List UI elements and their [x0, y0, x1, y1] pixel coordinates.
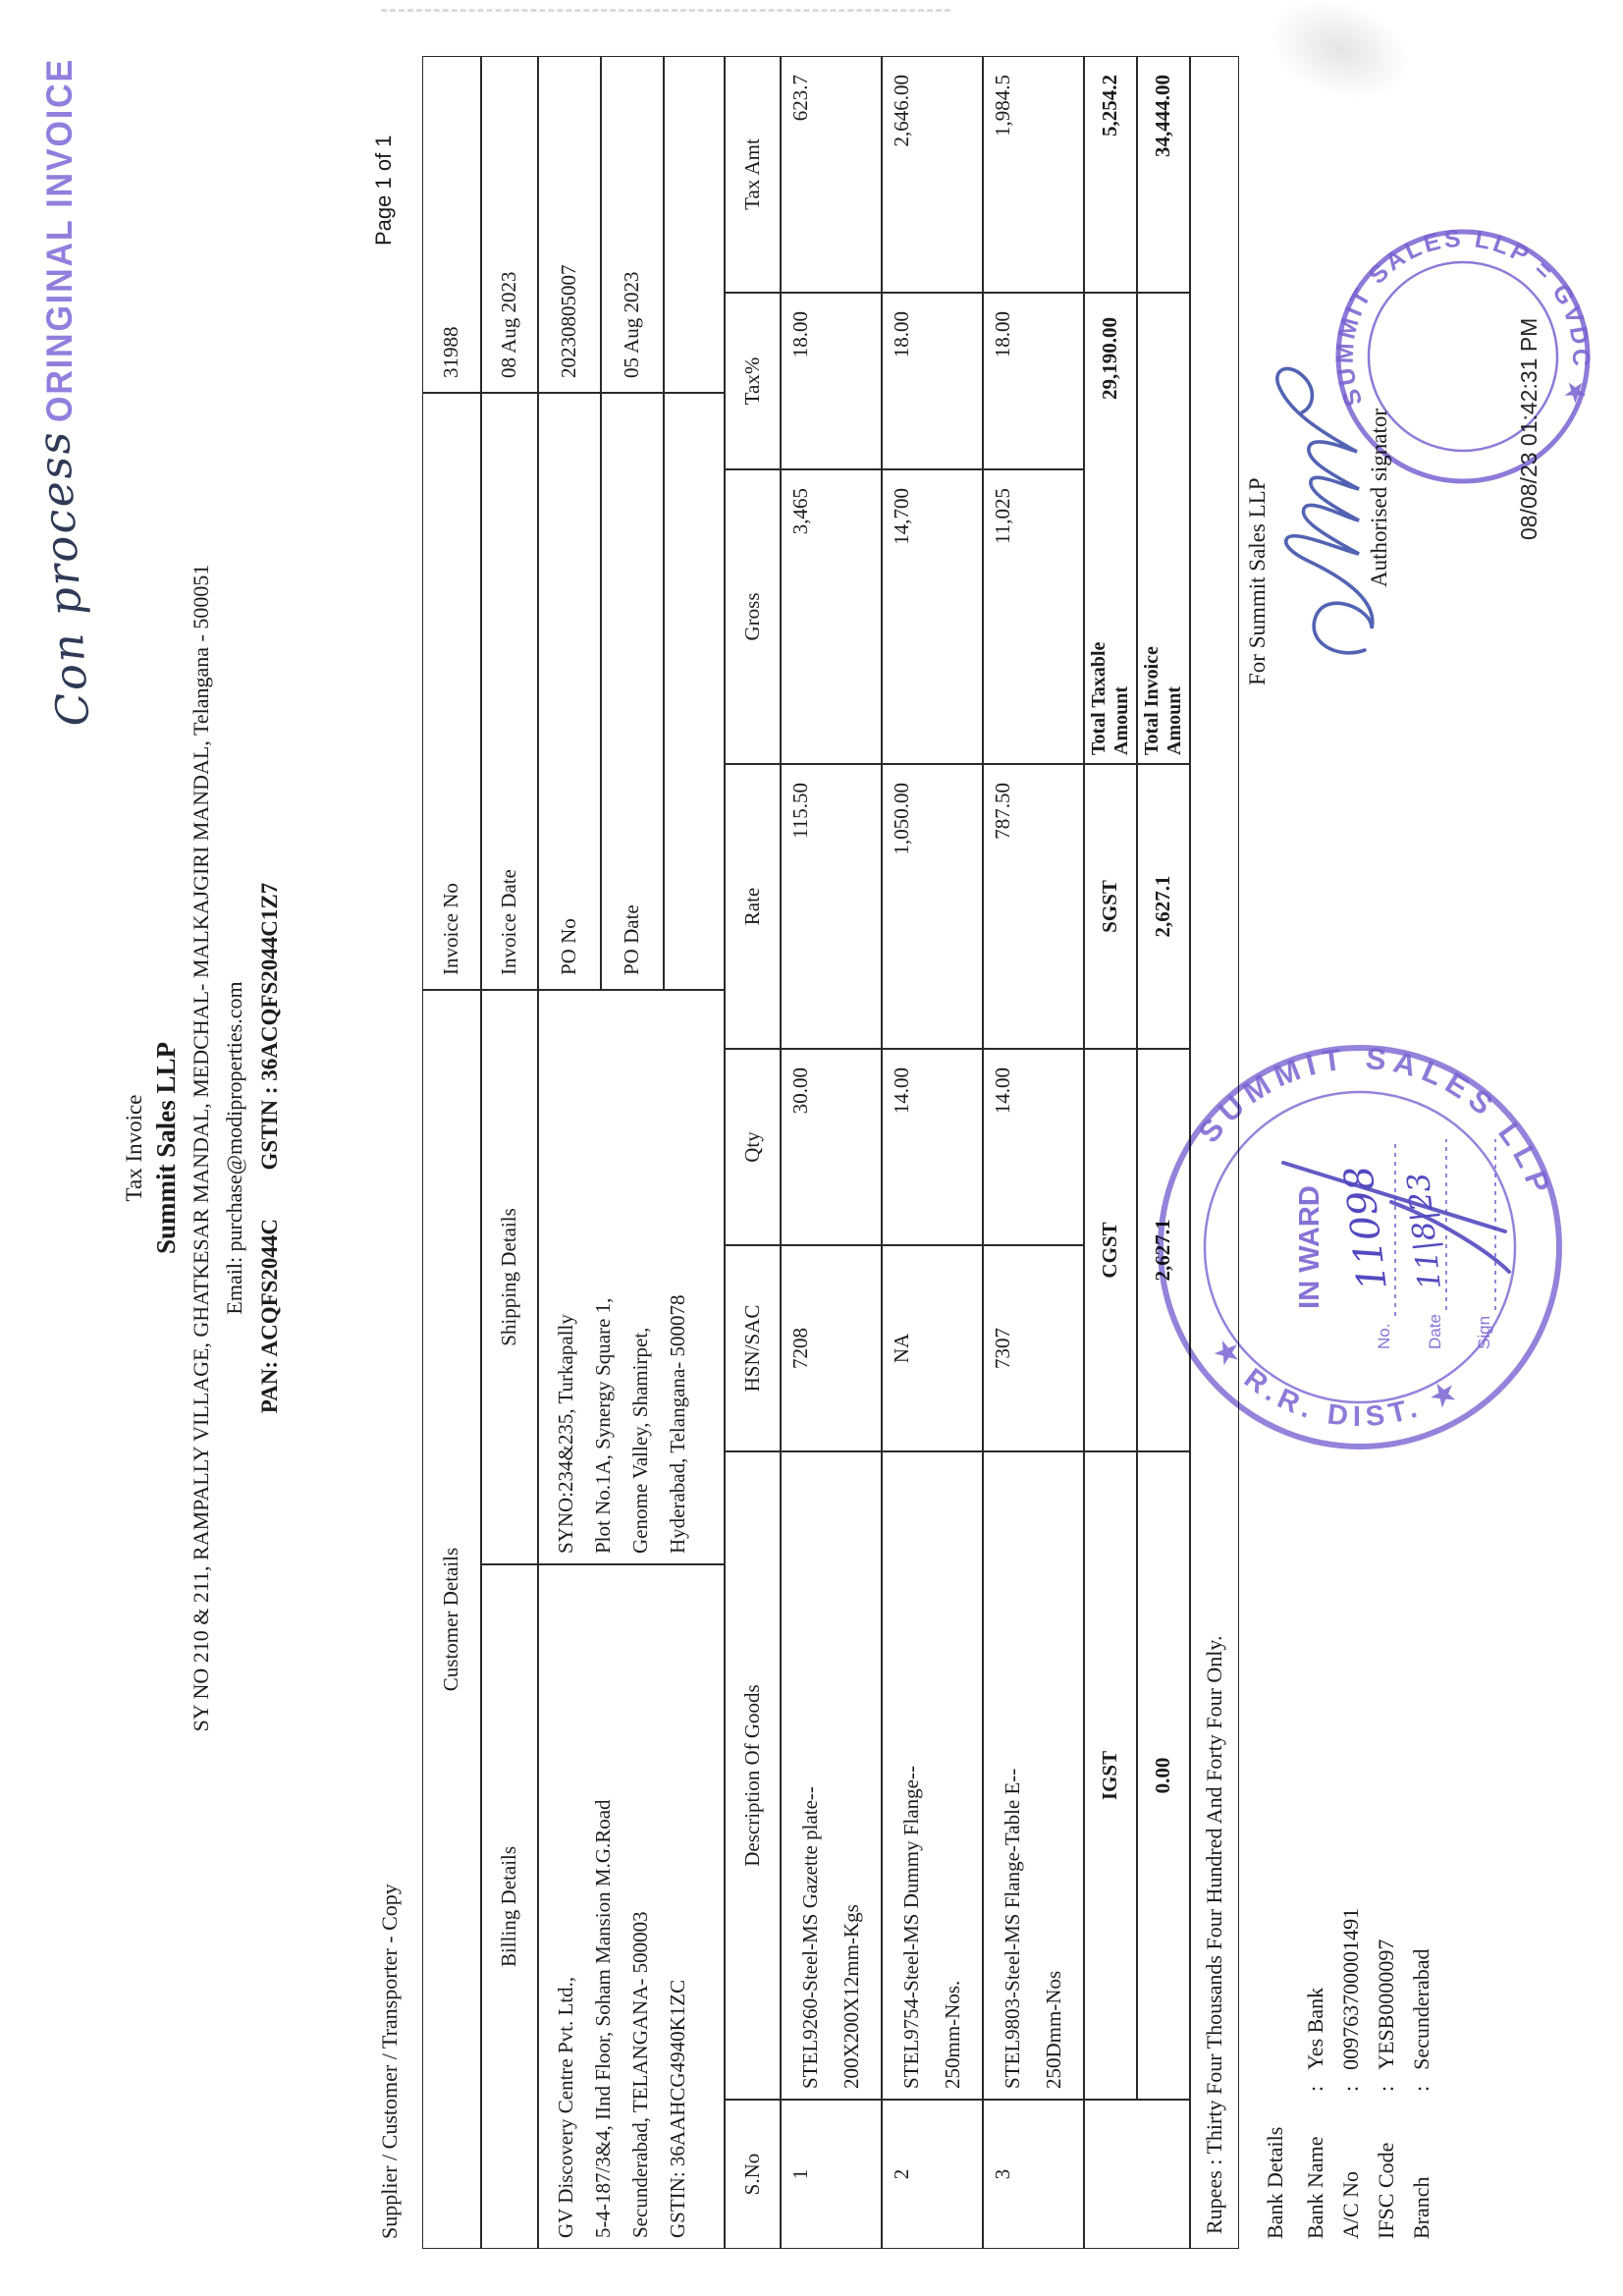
inward-ring-top-text: SUMMIT SALES LLP — [1191, 1040, 1559, 1204]
item-row-qty: 14.00 — [882, 1049, 983, 1245]
company-name: Summit Sales LLP — [151, 1041, 181, 1255]
item-row-taxamt: 2,646.00 — [882, 56, 983, 293]
scan-edge-artifact — [381, 9, 950, 12]
col-header-qty: Qty — [725, 1049, 781, 1245]
item-row-taxpct: 18.00 — [781, 293, 882, 469]
doc-type-title: Tax Invoice — [122, 1094, 146, 1202]
inward-no-label: No. — [1375, 1323, 1393, 1349]
empty-cell — [1084, 2100, 1190, 2249]
inward-no-handwritten: 11098 — [1335, 1163, 1396, 1293]
invoice-date-value: 08 Aug 2023 — [481, 56, 538, 393]
round-stamp-gvdc — [1330, 224, 1596, 489]
inward-date-handwritten: 11|8|23 — [1400, 1171, 1448, 1291]
cgst-label: CGST — [1084, 1049, 1137, 1451]
item-row-gross: 14,700 — [882, 469, 983, 764]
item-row-hsn: 7307 — [983, 1245, 1084, 1451]
item-row-rate: 1,050.00 — [882, 764, 983, 1049]
item-row-taxpct: 18.00 — [882, 293, 983, 469]
item-row-rate: 787.50 — [983, 764, 1084, 1049]
inward-ring-bottom-text: ★ R.R. DIST. ★ — [1206, 1333, 1468, 1434]
col-header-hsn: HSN/SAC — [725, 1245, 781, 1451]
po-date-label: PO Date — [601, 393, 664, 990]
col-header-taxamt: Tax Amt — [725, 56, 781, 293]
item-row-sno: 2 — [882, 2100, 983, 2249]
col-header-sno: S.No — [725, 2100, 781, 2249]
bank-details-title: Bank Details — [1263, 2126, 1287, 2239]
total-taxable-row — [1084, 293, 1137, 764]
invoice-no-value: 31988 — [422, 56, 481, 393]
desc-line: 250mm-Nos. — [941, 1980, 964, 2089]
inward-sign-label: Sign — [1475, 1315, 1493, 1349]
desc-line: STEL9754-Steel-MS Dummy Flange-- — [899, 1766, 923, 2089]
desc-line: STEL9803-Steel-MS Flange-Table E-- — [1001, 1768, 1024, 2089]
item-row-description — [781, 1451, 882, 2100]
item-row-description — [983, 1451, 1084, 2100]
item-row-taxpct: 18.00 — [983, 293, 1084, 469]
pan-value: PAN: ACQFS2044C — [257, 1218, 282, 1414]
for-company-line: For Summit Sales LLP — [1245, 477, 1270, 685]
amount-in-words: Rupees : Thirty Four Thousands Four Hundred And Forty Four Only. — [1190, 56, 1239, 2249]
po-no-value: 20230805007 — [538, 56, 601, 393]
total-taxable-tax: 5,254.2 — [1084, 56, 1137, 293]
item-row-gross: 3,465 — [781, 469, 882, 764]
shipping-line: SYNO:234&235, Turkapally — [554, 1314, 577, 1554]
po-date-value: 05 Aug 2023 — [601, 56, 664, 393]
authorised-signatory-label: Authorised signator — [1367, 408, 1391, 587]
item-row-qty: 30.00 — [781, 1049, 882, 1245]
item-row-hsn: NA — [882, 1245, 983, 1451]
billing-line: Secunderabad, TELANGANA- 500003 — [628, 1911, 652, 2238]
item-row-hsn: 7208 — [781, 1245, 882, 1451]
col-header-taxpct: Tax% — [725, 293, 781, 469]
gvdc-ring-text: SUMMIT SALES LLP = GVDC ★ — [1330, 224, 1596, 410]
gstin-value: GSTIN : 36ACQFS2044C1Z7 — [257, 882, 282, 1171]
customer-details-header: Customer Details — [422, 990, 481, 2249]
desc-line: 250Dmm-Nos — [1042, 1970, 1065, 2089]
bank-row: IFSC Code : YESB0000097 — [1374, 1939, 1398, 2239]
invoice-no-label: Invoice No — [422, 393, 481, 990]
item-row-sno: 3 — [983, 2100, 1084, 2249]
cgst-value: 2,627.1 — [1137, 1049, 1190, 1451]
total-invoice-row — [1137, 293, 1190, 764]
item-row-sno: 1 — [781, 2100, 882, 2249]
col-header-description: Description Of Goods — [725, 1451, 781, 2100]
desc-line: STEL9260-Steel-MS Gazette plate-- — [798, 1786, 822, 2089]
total-taxable-value: 29,190.00 — [1098, 317, 1122, 400]
bank-row: A/C No : 009763700001491 — [1338, 1907, 1363, 2239]
item-row-gross: 11,025 — [983, 469, 1084, 764]
item-row-description — [882, 1451, 983, 2100]
col-header-gross: Gross — [725, 469, 781, 764]
item-row-rate: 115.50 — [781, 764, 882, 1049]
company-address: SY NO 210 & 211, RAMPALLY VILLAGE, GHATKESAR MANDAL, MEDCHAL- MALKAJGIRI MANDAL, Telangana - 500051 — [189, 564, 213, 1732]
igst-value: 0.00 — [1137, 1451, 1190, 2100]
billing-line: 5-4-187/3&4, IInd Floor, Soham Mansion M.G.Road — [591, 1799, 615, 2238]
billing-address — [538, 1564, 725, 2249]
billing-details-header: Billing Details — [481, 1564, 538, 2249]
inward-date-label: Date — [1426, 1314, 1444, 1349]
total-invoice-label: Total Invoice Amount — [1141, 646, 1185, 755]
shipping-line: Plot No.1A, Synergy Square 1, — [591, 1297, 615, 1554]
empty-cell — [664, 56, 725, 393]
shipping-line: Genome Valley, Shamirpet, — [628, 1327, 652, 1554]
original-invoice-stamp: ORINGINAL INVOICE — [39, 57, 80, 422]
col-header-rate: Rate — [725, 764, 781, 1049]
round-stamp-inward — [1144, 1031, 1576, 1463]
billing-line: GV Discovery Centre Pvt. Ltd., — [554, 1976, 577, 2238]
item-row-taxamt: 623.7 — [781, 56, 882, 293]
sgst-label: SGST — [1084, 764, 1137, 1049]
shipping-address — [538, 990, 725, 1564]
bank-row: Bank Name : Yes Bank — [1303, 1987, 1327, 2239]
inward-title: IN WARD — [1294, 1185, 1325, 1309]
scan-smudge — [1256, 0, 1425, 117]
total-taxable-label: Total Taxable Amount — [1088, 641, 1132, 755]
item-row-taxamt: 1,984.5 — [983, 56, 1084, 293]
shipping-line: Hyderabad, Telangana- 500078 — [666, 1294, 689, 1554]
page-indicator: Page 1 of 1 — [371, 135, 396, 246]
company-email: Email: purchase@modiproperties.com — [222, 981, 246, 1315]
pan-gstin-line — [257, 0, 283, 2296]
print-timestamp: 08/08/23 01:42:31 PM — [1516, 317, 1542, 540]
bank-row: Branch : Secunderabad — [1409, 1948, 1434, 2239]
svg-text:SUMMIT SALES LLP = GVDC ★ — [1331, 225, 1596, 410]
billing-line: GSTIN: 36AAHCG4940K1ZC — [666, 1979, 689, 2238]
invoice-date-label: Invoice Date — [481, 393, 538, 990]
igst-label: IGST — [1084, 1451, 1137, 2100]
sgst-value: 2,627.1 — [1137, 764, 1190, 1049]
desc-line: 200X200X12mm-Kgs — [839, 1904, 863, 2089]
total-invoice-value: 34,444.00 — [1137, 56, 1190, 293]
copy-type-line: Supplier / Customer / Transporter - Copy — [377, 1884, 402, 2239]
bank-details-block — [1298, 1908, 1439, 2239]
item-row-qty: 14.00 — [983, 1049, 1084, 1245]
shipping-details-header: Shipping Details — [481, 990, 538, 1564]
po-no-label: PO No — [538, 393, 601, 990]
empty-cell — [664, 393, 725, 990]
handwritten-note: Con process — [27, 428, 100, 729]
